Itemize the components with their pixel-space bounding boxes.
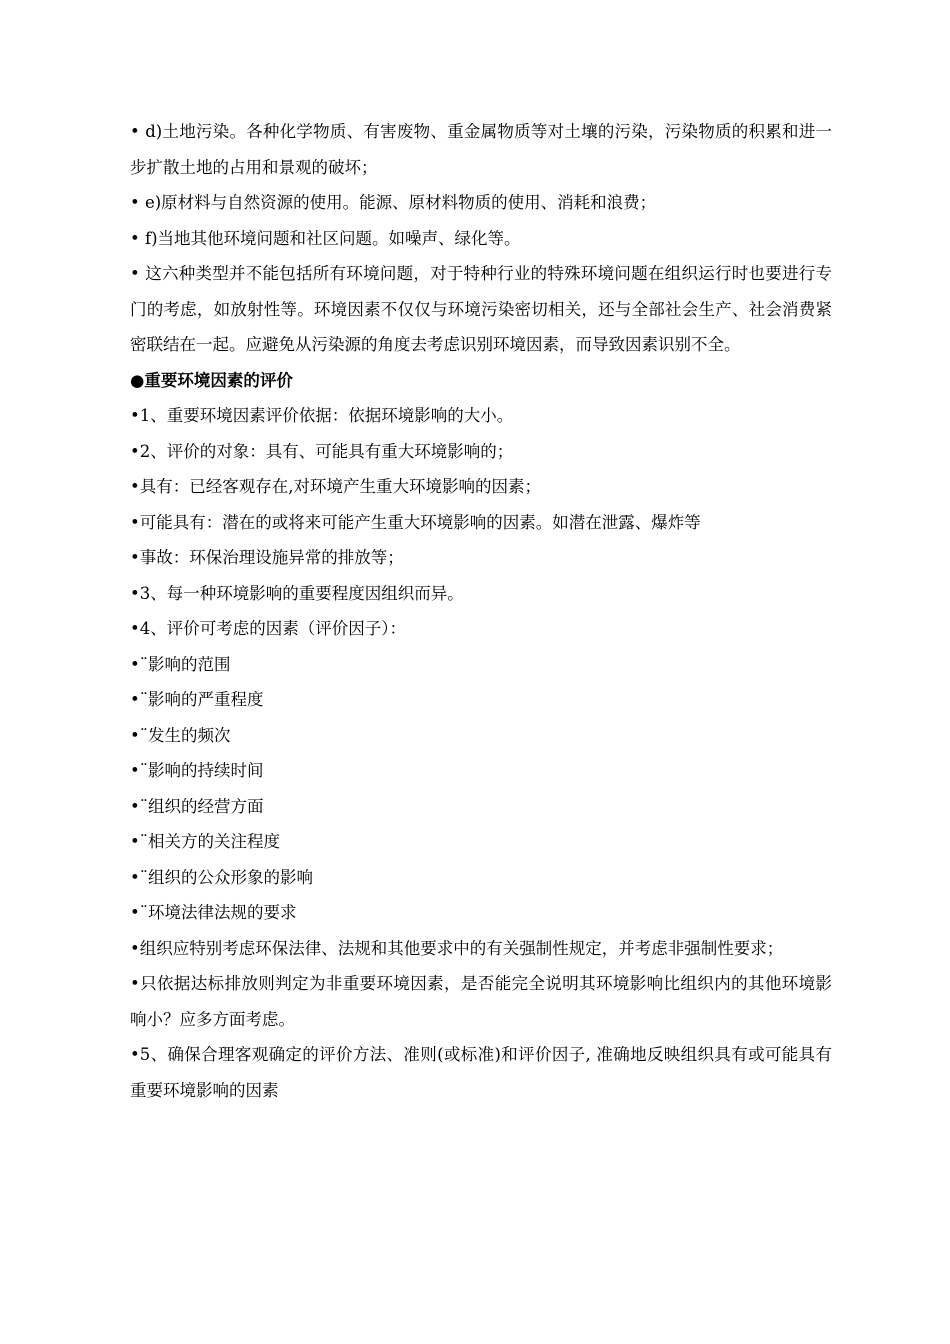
list-item: •2、评价的对象：具有、可能具有重大环境影响的； [130, 441, 514, 461]
factor-item: •¨环境法律法规的要求 [130, 903, 297, 922]
list-item: •3、每一种环境影响的重要程度因组织而异。 [130, 583, 464, 603]
factor-item: •¨影响的严重程度 [130, 690, 264, 709]
document-body [130, 114, 832, 1108]
factor-item: •¨组织的公众形象的影响 [130, 867, 313, 887]
list-item: •只依据达标排放则判定为非重要环境因素，是否能完全说明其环境影响比组织内的其他环境影响小？应多方面考虑。 [130, 974, 832, 1029]
paragraph-local-issues: • f)当地其他环境问题和社区问题。如噪声、绿化等。 [130, 228, 521, 248]
factor-item: •¨组织的经营方面 [130, 796, 264, 816]
factor-item: •¨相关方的关注程度 [130, 832, 280, 851]
section-heading: ●重要环境因素的评价 [130, 370, 293, 390]
paragraph-land-pollution: • d)土地污染。各种化学物质、有害废物、重金属物质等对土壤的污染，污染物质的积累和进一步扩散土地的占用和景观的破坏； [130, 122, 832, 177]
list-item: •组织应特别考虑环保法律、法规和其他要求中的有关强制性规定，并考虑非强制性要求； [130, 938, 784, 958]
factor-item: •¨影响的持续时间 [130, 761, 264, 780]
list-item: •4、评价可考虑的因素（评价因子）： [130, 619, 406, 638]
factor-item: •¨发生的频次 [130, 725, 231, 745]
list-item: •1、重要环境因素评价依据：依据环境影响的大小。 [130, 406, 514, 425]
list-item: •事故：环保治理设施异常的排放等； [130, 548, 404, 567]
factor-item: •¨影响的范围 [130, 654, 231, 674]
paragraph-raw-materials: • e)原材料与自然资源的使用。能源、原材料物质的使用、消耗和浪费； [130, 193, 657, 212]
list-item: •5、确保合理客观确定的评价方法、准则(或标准)和评价因子, 准确地反映组织具有或可能具有重要环境影响的因素 [130, 1045, 832, 1100]
list-item: •可能具有：潜在的或将来可能产生重大环境影响的因素。如潜在泄露、爆炸等 [130, 512, 701, 532]
paragraph-six-types: • 这六种类型并不能包括所有环境问题，对于特种行业的特殊环境问题在组织运行时也要进行专门的考虑，如放射性等。环境因素不仅仅与环境污染密切相关，还与全部社会生产、社会消费紧密联结在一起。应避免从污染源的角度去考虑识别环境因素，而导致因素识别不全。 [130, 264, 832, 354]
list-item: •具有：已经客观存在,对环境产生重大环境影响的因素； [130, 477, 541, 496]
